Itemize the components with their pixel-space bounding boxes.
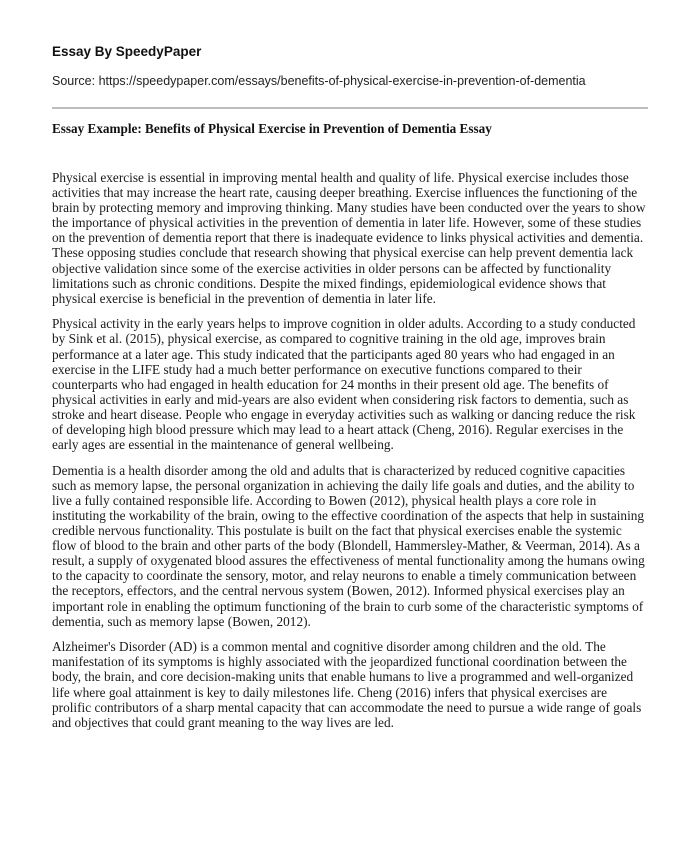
source-url[interactable]: https://speedypaper.com/essays/benefits-of-physical-exercise-in-prevention-of-dementia bbox=[98, 74, 586, 88]
header-divider bbox=[52, 107, 648, 109]
essay-paragraph: Physical activity in the early years helps to improve cognition in older adults. According to a study conducted by Sink et al. (2015), physical exercise, as compared to cognitive training in the old age, improves brain performance at a later age. This study indicated that the participants aged 80 years who had engaged in an exercise in the LIFE study had a much better performance on executive functions compared to their counterparts who had engaged in health education for 24 months in their present old age. The benefits of physical activities in early and mid-years are also evident when considering risk factors to dementia, such as stroke and heart disease. People who engage in everyday activities such as walking or dancing reduce the risk of developing high blood pressure which may lead to a heart attack (Cheng, 2016). Regular exercises in the early ages are essential in the maintenance of general wellbeing. bbox=[52, 316, 636, 453]
essay-paragraph: Dementia is a health disorder among the old and adults that is characterized by reduced cognitive capacities such as memory lapse, the personal organization in achieving the daily life goals and duties, and the ability to live a fully contained responsible life. According to Bowen (2012), physical health plays a core role in instituting the workability of the brain, owing to the effective coordination of the aspects that help in sustaining credible nervous functionality. This postulate is built on the fact that physical exercises enable the systemic flow of blood to the brain and other parts of the body (Blondell, Hammersley-Mather, & Veerman, 2014). As a result, a supply of oxygenated blood assures the effectiveness of mental functionality among the humans owing to the capacity to coordinate the sensory, motor, and relay neurons to enable a timely communication between the receptors, effectors, and the central nervous system (Bowen, 2012). Informed physical exercises play an important role in enabling the optimum functioning of the brain to curb some of the characteristic symptoms of dementia, such as memory lapse (Bowen, 2012). bbox=[52, 462, 645, 629]
essay-paragraph: Physical exercise is essential in improving mental health and quality of life. Physical exercise includes those activities that may increase the heart rate, causing deeper breathing. Exercise influences the functioning of the brain by protecting memory and improving thinking. Many studies have been conducted over the years to show the importance of physical activities in the prevention of dementia in later life. However, some of these studies on the prevention of dementia report that there is inadequate evidence to links physical activities and dementia. These opposing studies conclude that research showing that physical exercise can help prevent dementia lack objective validation since some of the exercise activities in older persons can be affected by functionality limitations such as chronic conditions. Despite the mixed findings, epidemiological evidence shows that physical exercise is beneficial in the prevention of dementia in later life. bbox=[52, 170, 646, 306]
brand-heading: Essay By SpeedyPaper bbox=[52, 44, 202, 59]
essay-title: Essay Example: Benefits of Physical Exercise in Prevention of Dementia Essay bbox=[52, 121, 492, 136]
source-line bbox=[52, 74, 586, 88]
essay-body bbox=[52, 170, 648, 740]
essay-paragraph: Alzheimer's Disorder (AD) is a common mental and cognitive disorder among children and the old. The manifestation of its symptoms is highly associated with the jeopardized functional coordination between the body, the brain, and core decision-making units that enable humans to live a programmed and well-organized life where goal attainment is key to daily milestones life. Cheng (2016) infers that physical exercises are prolific contributors of a sharp mental capacity that can accommodate the need to pursue a wide range of goals and objectives that could grant meaning to the way lives are led. bbox=[52, 639, 642, 730]
source-label: Source: bbox=[52, 74, 96, 88]
